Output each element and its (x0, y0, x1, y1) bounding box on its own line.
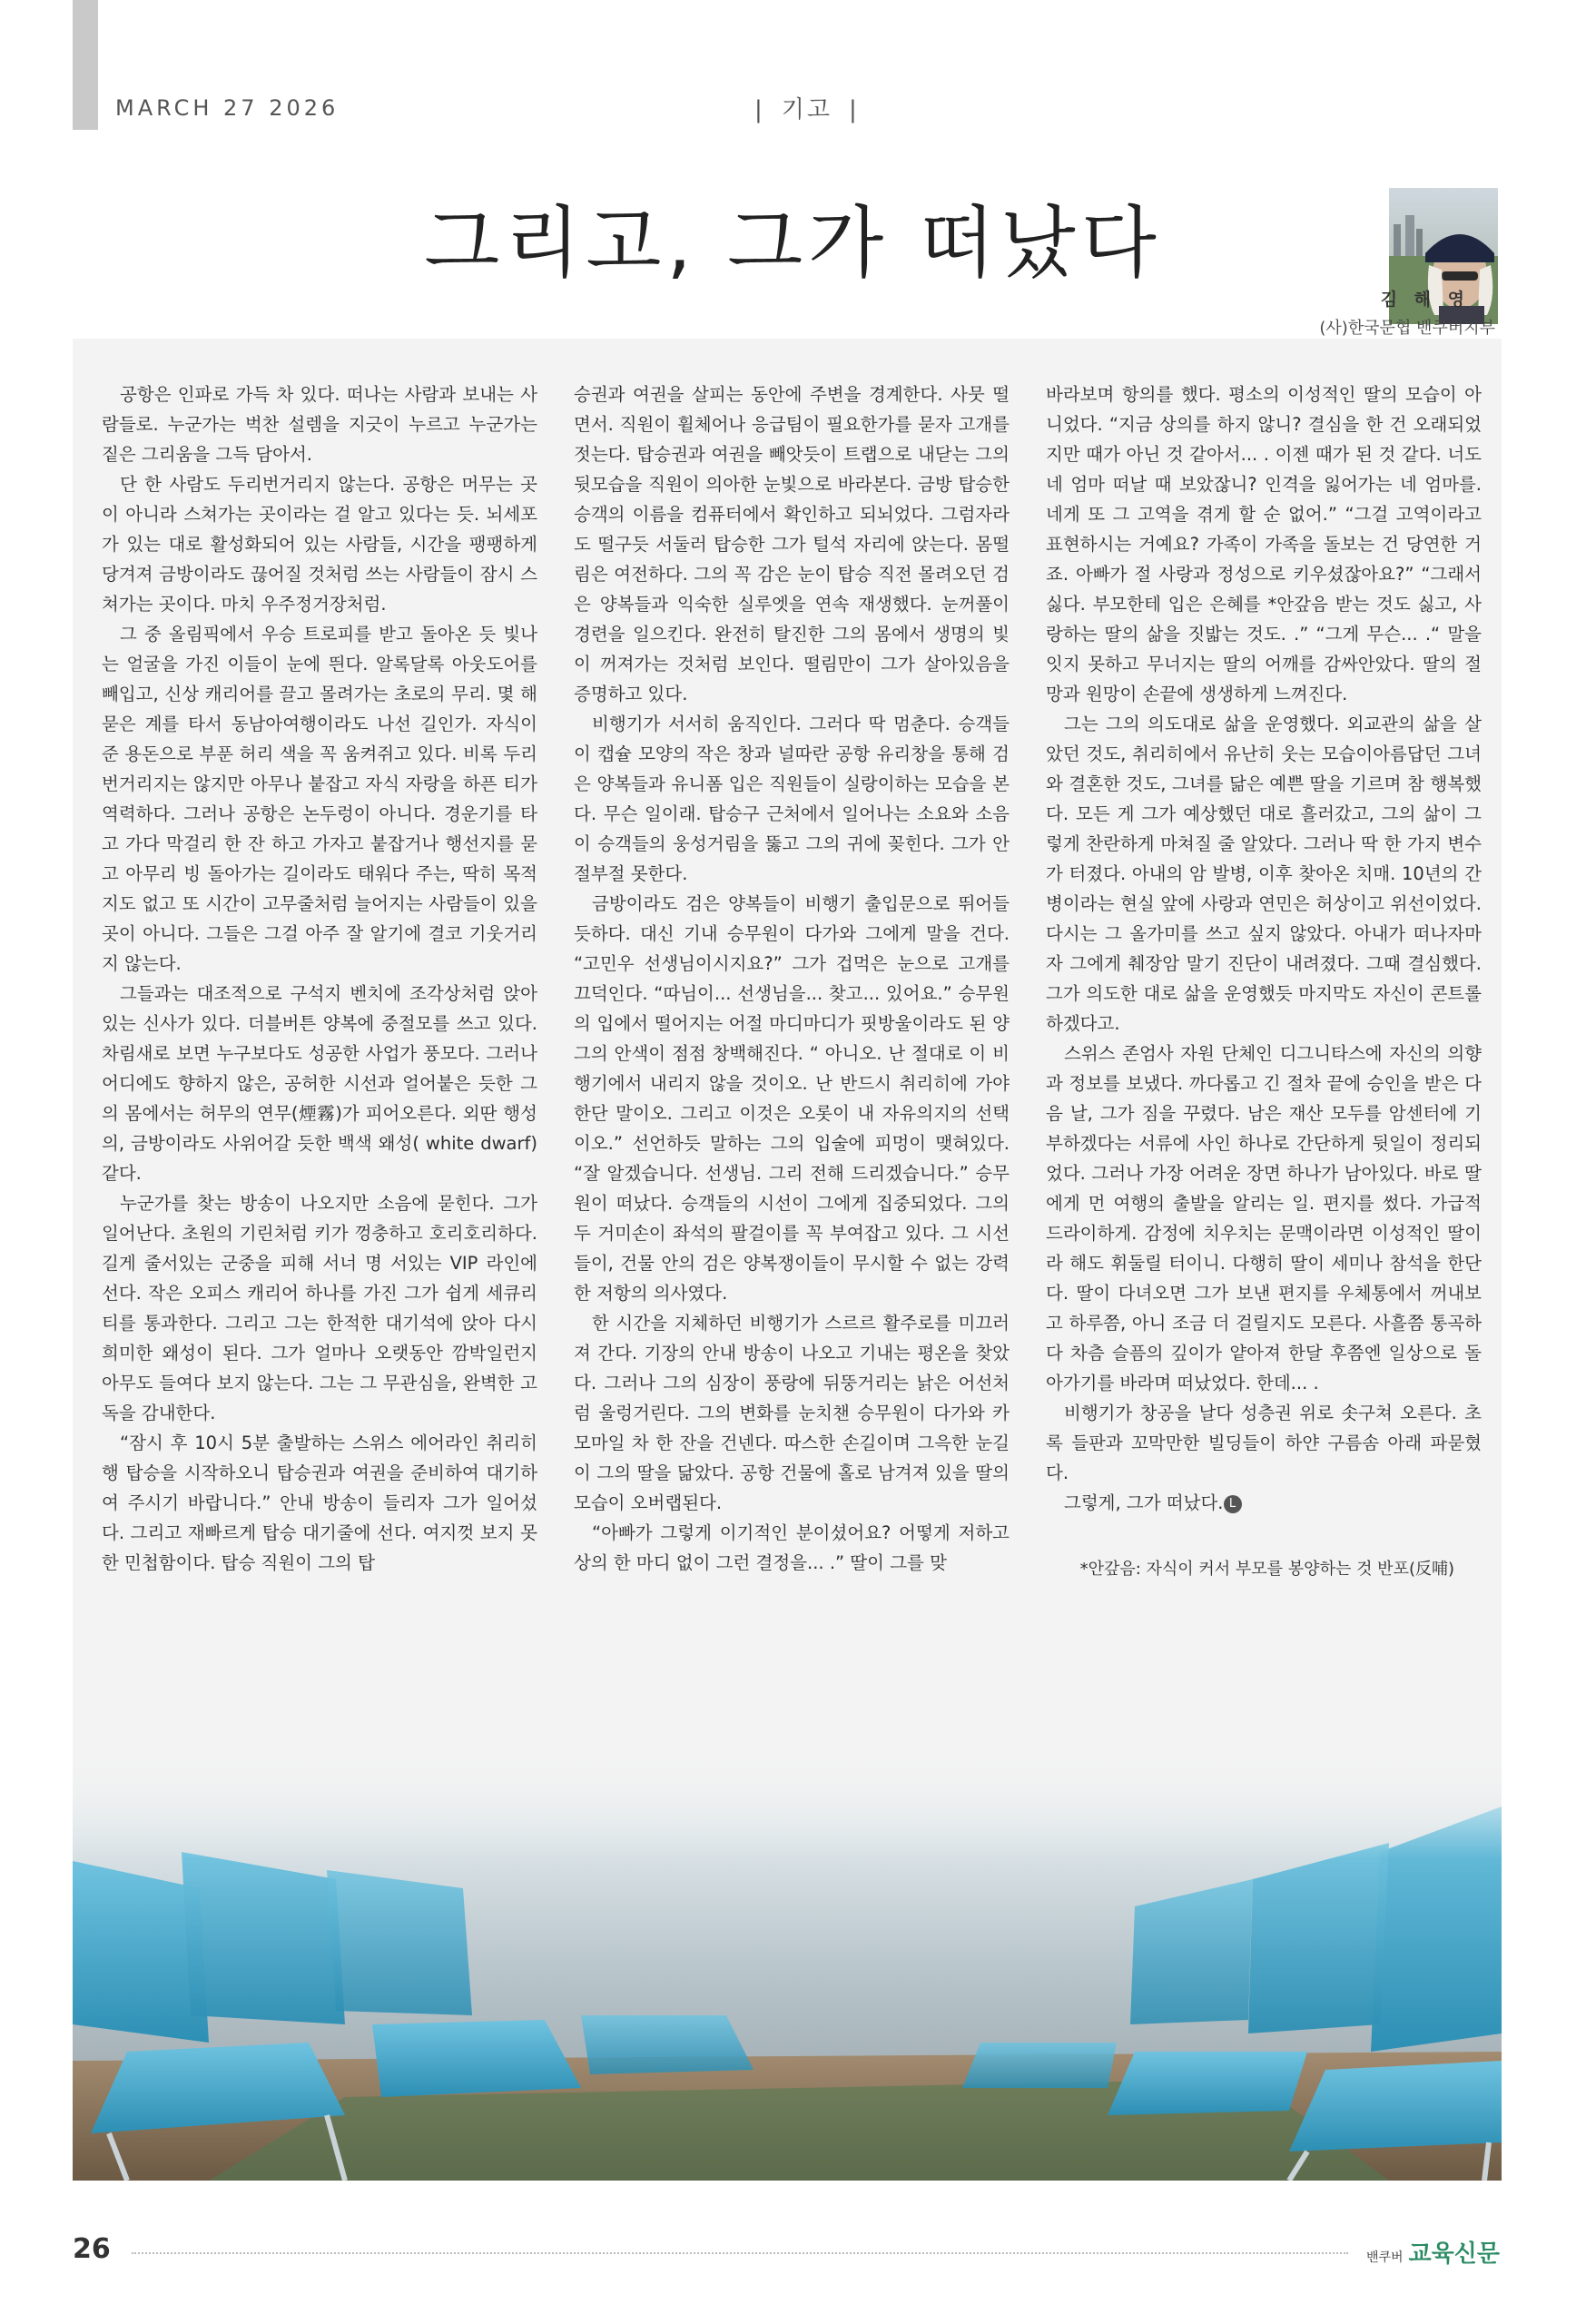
paragraph: “아빠가 그렇게 이기적인 분이셨어요? 어떻게 저하고 상의 한 마디 없이 그런 결정을... .” 딸이 그를 맞 (574, 1522, 1010, 1573)
end-mark-icon: L (1224, 1495, 1242, 1513)
separator-right: | (849, 96, 860, 123)
author-name: 김 해 영 (1380, 290, 1470, 310)
paragraph: 스위스 존엄사 자원 단체인 디그니타스에 자신의 의향과 정보를 보냈다. 까다롭고 긴 절차 끝에 승인을 받은 다음 날, 그가 짐을 꾸렸다. 남은 재산 모두를 암센터에 기부하겠다는 서류에 사인 하나로 간단하게 뒷일이 정리되었다. 그러나 가장 어려운 장면 하나가 남아있다. 바로 딸에게 먼 여행의 출발을 알리는 일. 편지를 썼다. 가급적 드라이하게. 감정에 치우치는 문맥이라면 이성적인 딸이라 해도 휘둘릴 터이니. 다행히 딸이 세미나 참석을 한단다. 딸이 다녀오면 그가 보낸 편지를 우체통에서 꺼내보고 하루쯤, 아니 조금 더 걸릴지도 모른다. 사흘쯤 통곡하다 차츰 슬픔의 깊이가 얕아져 한달 후쯤엔 일상으로 돌아가기를 바라며 떠났었다. 한데... . (1046, 1043, 1482, 1393)
paragraph: 그 중 올림픽에서 우승 트로피를 받고 돌아온 듯 빛나는 얼굴을 가진 이들이 눈에 띈다. 알록달록 아웃도어를 빼입고, 신상 캐리어를 끌고 몰려가는 초로의 무리. 몇 해 묻은 계를 타서 동남아여행이라도 나선 길인가. 자식이 준 용돈으로 부푼 허리 색을 꼭 움켜쥐고 있다. 비록 두리번거리지는 않지만 아무나 붙잡고 자식 자랑을 하픈 티가 역력하다. 그러나 공항은 논두렁이 아니다. 경운기를 타고 가다 막걸리 한 잔 하고 가자고 붙잡거나 행선지를 묻고 아무리 빙 돌아가는 길이라도 태워다 주는, 딱히 목적지도 없고 또 시간이 고무줄처럼 늘어지는 사람들이 있을 곳이 아니다. 그들은 그걸 아주 잘 알기에 결코 기웃거리지 않는다. (102, 624, 537, 974)
paragraph: 바라보며 항의를 했다. 평소의 이성적인 딸의 모습이 아니었다. “지금 상의를 하지 않니? 결심을 한 건 오래되었지만 때가 아닌 것 같아서... . 이젠 때가 된 것 같다. 너도 네 엄마 떠날 때 보았잖니? 인격을 잃어가는 네 엄마를. 네게 또 그 고역을 겪게 할 순 없어.” “그걸 고역이라고 표현하시는 거예요? 가족이 가족을 돌보는 건 당연한 거죠. 아빠가 절 사랑과 정성으로 키우셨잖아요?” “그래서 싫다. 부모한테 입은 은혜를 *안갚음 받는 것도 싫고, 사랑하는 딸의 삶을 짓밟는 것도. .” “그게 무슨... .“ 말을 잇지 못하고 무너지는 딸의 어깨를 감싸안았다. 딸의 절망과 원망이 손끝에 생생하게 느껴진다. (1046, 384, 1482, 704)
paragraph: 승권과 여권을 살피는 동안에 주변을 경계한다. 사뭇 떨면서. 직원이 휠체어나 응급팀이 필요한가를 묻자 고개를 젓는다. 탑승권과 여권을 빼앗듯이 트랩으로 내닫는 그의 뒷모습을 직원이 의아한 눈빛으로 바라본다. 금방 탑승한 승객의 이름을 컴퓨터에서 확인하고 되뇌었다. 그럼자라도 떨구듯 서둘러 탑승한 그가 털석 자리에 앉는다. 몸떨림은 여전하다. 그의 꼭 감은 눈이 탑승 직전 몰려오던 검은 양복들과 익숙한 실루엣을 연속 재생했다. 눈꺼풀이 경련을 일으킨다. 완전히 탈진한 그의 몸에서 생명의 빛이 꺼져가는 것처럼 보인다. 떨림만이 그가 살아있음을 증명하고 있다. (574, 384, 1010, 704)
footnote: *안갚음: 자식이 커서 부모를 봉양하는 것 반포(反哺) (1079, 1560, 1454, 1579)
section-label (738, 91, 876, 124)
issue-date: MARCH 27 2026 (115, 95, 340, 121)
section-name: 기고 (781, 96, 832, 123)
header-tab-marker (73, 0, 98, 130)
column-3 (1046, 379, 1482, 1584)
paragraph: 한 시간을 지체하던 비행기가 스르르 활주로를 미끄러져 간다. 기장의 안내 방송이 나오고 기내는 평온을 찾았다. 그러나 그의 심장이 풍랑에 뒤뚱거리는 낡은 어선처럼 울렁거린다. 그의 변화를 눈치챈 승무원이 다가와 카모마일 차 한 잔을 건넨다. 따스한 손길이며 그윽한 눈길이 그의 딸을 닮았다. 공항 건물에 홀로 남겨져 있을 딸의 모습이 오버랩된다. (574, 1313, 1010, 1513)
paragraph: 금방이라도 검은 양복들이 비행기 출입문으로 뛰어들 듯하다. 대신 기내 승무원이 다가와 그에게 말을 건다. “고민우 선생님이시지요?” 그가 겁먹은 눈으로 고개를 끄덕인다. “따님이... 선생님을... 찾고... 있어요.” 승무원의 입에서 떨어지는 어절 마디마디가 핏방울이라도 된 양 그의 안색이 점점 창백해진다. “ 아니오. 난 절대로 이 비행기에서 내리지 않을 것이오. 난 반드시 취리히에 가야한단 말이오. 그리고 이것은 오롯이 내 자유의지의 선택이오.” 선언하듯 말하는 그의 입술에 피멍이 맺혀있다. “잘 알겠습니다. 선생님. 그리 전해 드리겠습니다.” 승무원이 떠났다. 승객들의 시선이 그에게 집중되었다. 그의 두 거미손이 좌석의 팔걸이를 꼭 부여잡고 있다. 그 시선들이, 건물 안의 검은 양복쟁이들이 무시할 수 없는 강력한 저항의 의사였다. (574, 893, 1010, 1304)
separator-left: | (754, 96, 765, 123)
airport-seats-photo (73, 1752, 1502, 2181)
article-body (102, 379, 1482, 1796)
column-2 (574, 379, 1010, 1578)
paragraph: 공항은 인파로 가득 차 있다. 떠나는 사람과 보내는 사람들로. 누군가는 벅찬 설렘을 지긋이 누르고 누군가는 짙은 그리움을 그득 담아서. (102, 384, 537, 465)
closing-paragraph (1046, 1488, 1482, 1518)
article-title: 그리고, 그가 떠났다 (424, 198, 1162, 289)
paragraph: “잠시 후 10시 5분 출발하는 스위스 에어라인 취리히 행 탑승을 시작하오니 탑승권과 여권을 준비하여 대기하여 주시기 바랍니다.” 안내 방송이 들리자 그가 일어섰다. 그리고 재빠르게 탑승 대기줄에 선다. 여지껏 보지 못한 민첩함이다. 탑승 직원이 그의 탑 (102, 1433, 537, 1573)
paragraph: 비행기가 창공을 날다 성층권 위로 솟구쳐 오른다. 초록 들판과 꼬막만한 빌딩들이 하얀 구름솜 아래 파묻혔다. (1046, 1403, 1482, 1483)
paragraph: 그들과는 대조적으로 구석지 벤치에 조각상처럼 앉아있는 신사가 있다. 더블버튼 양복에 중절모를 쓰고 있다. 차림새로 보면 누구보다도 성공한 사업가 풍모다. 그러나 어디에도 향하지 않은, 공허한 시선과 얼어붙은 듯한 그의 몸에서는 허무의 연무(煙霧)가 피어오른다. 외딴 행성의, 금방이라도 사위어갈 듯한 백색 왜성( white dwarf) 같다. (102, 983, 537, 1184)
paragraph: 비행기가 서서히 움직인다. 그러다 딱 멈춘다. 승객들이 캡슐 모양의 작은 창과 널따란 공항 유리창을 통해 검은 양복들과 유니폼 입은 직원들이 실랑이하는 모습을 본다. 무슨 일이래. 탑승구 근처에서 일어나는 소요와 소음이 승객들의 웅성거림을 뚫고 그의 귀에 꽂힌다. 그가 안절부절 못한다. (574, 714, 1010, 884)
paragraph: 누군가를 찾는 방송이 나오지만 소음에 묻힌다. 그가 일어난다. 초원의 기린처럼 키가 껑충하고 호리호리하다. 길게 줄서있는 군중을 피해 서너 명 서있는 VIP 라인에 선다. 작은 오피스 캐리어 하나를 가진 그가 쉽게 세큐리티를 통과한다. 그리고 그는 한적한 대기석에 앉아 다시 희미한 왜성이 된다. 그가 얼마나 오랫동안 깜박일런지 아무도 들여다 보지 않는다. 그는 그 무관심을, 완벽한 고독을 감내한다. (102, 1193, 537, 1423)
author-organization: (사)한국문협 밴쿠버지부 (1319, 319, 1495, 338)
paragraph: 단 한 사람도 두리번거리지 않는다. 공항은 머무는 곳이 아니라 스쳐가는 곳이라는 걸 알고 있다는 듯. 뇌세포가 있는 대로 활성화되어 있는 사람들, 시간을 팽팽하게 당겨져 금방이라도 끊어질 것처럼 쓰는 사람들이 잠시 스쳐가는 곳이다. 마치 우주정거장처럼. (102, 474, 537, 615)
paragraph: 그는 그의 의도대로 삶을 운영했다. 외교관의 삶을 살았던 것도, 취리히에서 유난히 웃는 모습이아름답던 그녀와 결혼한 것도, 그녀를 닮은 예쁜 딸을 기르며 참 행복했다. 모든 게 그가 예상했던 대로 흘러갔고, 그의 삶이 그렇게 찬란하게 마쳐질 줄 알았다. 그러나 딱 한 가지 변수가 터졌다. 아내의 암 발병, 이후 찾아온 치매. 10년의 간병이라는 현실 앞에 사랑과 연민은 허상이고 위선이었다. 다시는 그 올가미를 쓰고 싶지 않았다. 아내가 떠나자마자 그에게 췌장암 말기 진단이 내려졌다. 그때 결심했다. 그가 의도한 대로 삶을 운영했듯 마지막도 자신이 콘트롤하겠다고. (1046, 714, 1482, 1034)
logo-main-text: 교육신문 (1408, 2240, 1500, 2268)
closing-line: 그렇게, 그가 떠났다. (1064, 1492, 1224, 1513)
column-1 (102, 379, 537, 1578)
page-number: 26 (73, 2233, 111, 2265)
footer-divider (132, 2252, 1348, 2254)
logo-small-text: 밴쿠버 (1365, 2250, 1404, 2265)
publication-logo (1366, 2235, 1500, 2269)
